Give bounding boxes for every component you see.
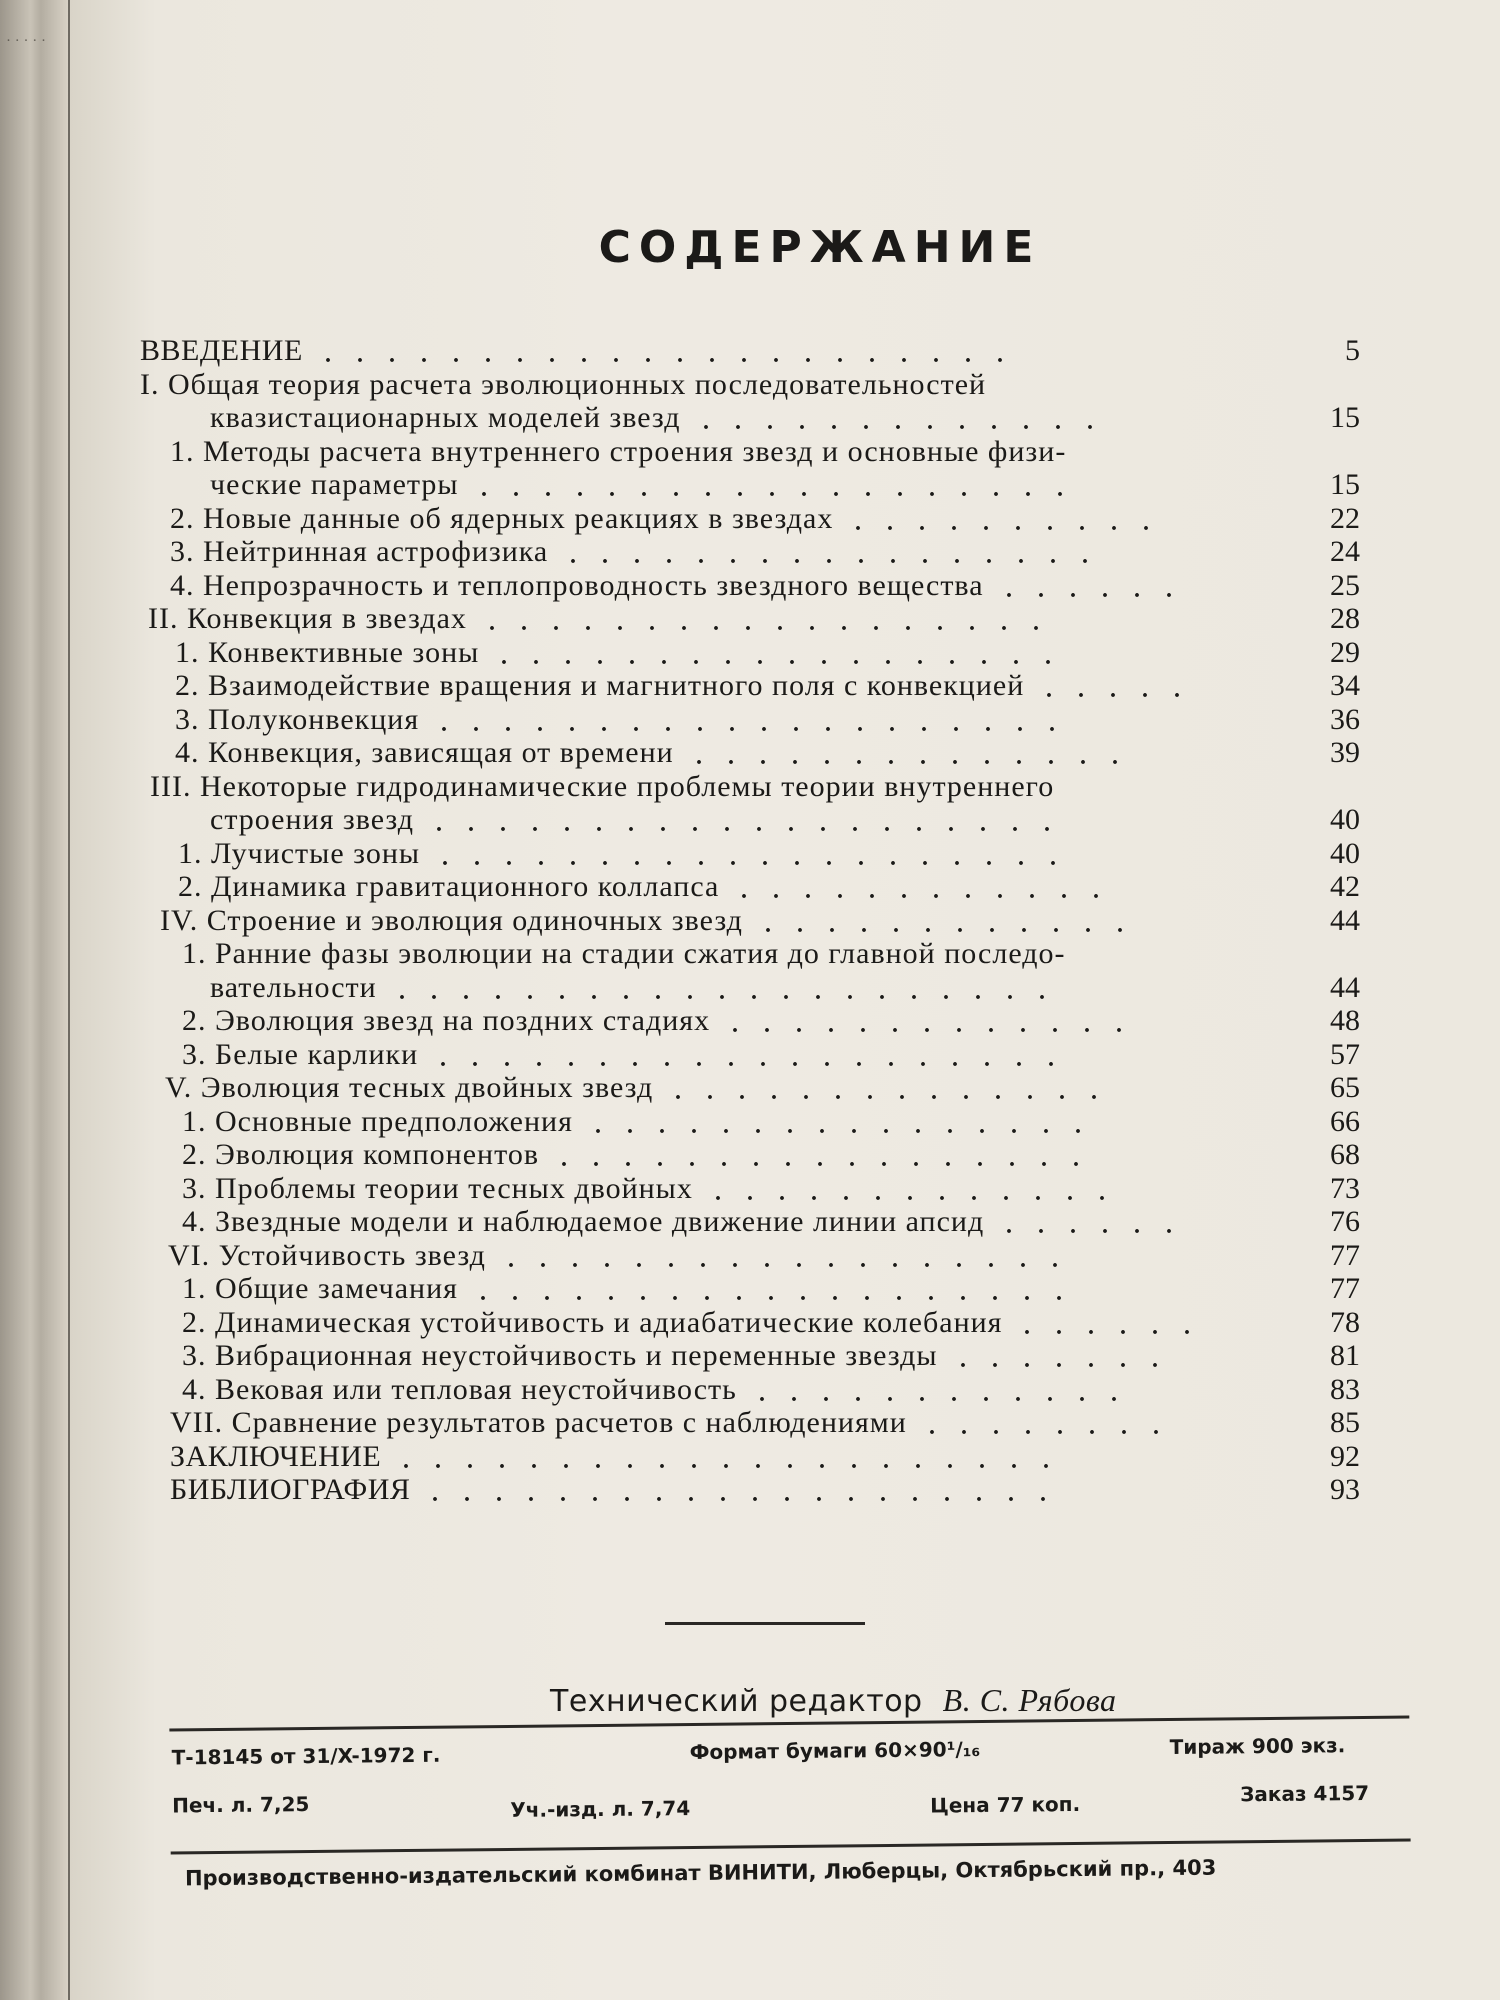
toc-leader-dots: .................... (440, 1045, 1080, 1072)
toc-entry-label: ВВЕДЕНИЕ (140, 334, 303, 367)
toc-leader-dots: ................ (595, 1112, 1107, 1139)
toc-entry-label: 3. Белые карлики (182, 1037, 419, 1071)
toc-entry-page: 65 (1330, 1071, 1360, 1104)
toc-entry-page: 44 (1330, 970, 1360, 1004)
toc-entry-label: квазистационарных моделей звезд (210, 401, 681, 434)
toc-entry (70, 1138, 1500, 1172)
toc-entry (70, 803, 1500, 837)
imprint-price: Цена 77 коп. (930, 1791, 1081, 1818)
binding-edge-text: · · · · · (6, 33, 46, 49)
toc-leader-dots: ........ (929, 1414, 1185, 1440)
toc-entry-page: 81 (1330, 1339, 1360, 1372)
toc-entry-page: 68 (1330, 1138, 1360, 1171)
toc-entry (70, 1239, 1500, 1273)
imprint-publishing-sheets: Уч.-изд. л. 7,74 (510, 1796, 691, 1822)
toc-entry-label: БИБЛИОГРАФИЯ (170, 1473, 411, 1506)
toc-entry (70, 904, 1500, 938)
toc-entry (70, 1339, 1500, 1373)
toc-entry-page: 76 (1330, 1205, 1360, 1238)
toc-entry-page: 22 (1330, 501, 1360, 535)
toc-entry (70, 468, 1500, 502)
toc-entry (70, 1306, 1500, 1340)
imprint-box (169, 1716, 1410, 1855)
toc-entry-label: VII. Сравнение результатов расчетов с наблюдениями (170, 1406, 907, 1439)
toc-entry-label: V. Эволюция тесных двойных звезд (165, 1071, 654, 1104)
toc-entry (70, 1205, 1500, 1239)
toc-leader-dots: ............ (759, 1380, 1143, 1407)
toc-entry-label: 1. Методы расчета внутреннего строения звезд и основные физи- (170, 434, 1067, 468)
toc-entry (70, 736, 1500, 770)
toc-leader-dots: ....... (960, 1347, 1184, 1373)
toc-entry (70, 569, 1500, 603)
imprint-order: Заказ 4157 (1239, 1780, 1370, 1807)
technical-editor-name: В. С. Рябова (942, 1682, 1117, 1718)
toc-entry-label: 1. Лучистые зоны (178, 836, 421, 870)
toc-leader-dots: ............ (741, 878, 1125, 904)
toc-entry-page: 15 (1330, 401, 1360, 434)
toc-entry-page: 83 (1330, 1372, 1360, 1406)
toc-entry-page: 15 (1330, 468, 1360, 501)
toc-leader-dots: ...... (1006, 1213, 1198, 1239)
toc-entry (70, 1172, 1500, 1206)
separator-rule (665, 1622, 865, 1625)
publisher-line: Производственно-издательский комбинат ВИНИТИ, Люберцы, Октябрьский пр., 403 (184, 1855, 1217, 1891)
book-page (70, 0, 1500, 2000)
toc-entry-label: III. Некоторые гидродинамические проблемы теории внутреннего (150, 769, 1055, 803)
page-title: СОДЕРЖАНИЕ (598, 222, 1042, 273)
toc-entry (70, 669, 1500, 703)
toc-entry-page: 29 (1330, 635, 1360, 669)
toc-leader-dots: .................. (489, 610, 1065, 636)
toc-entry-page: 5 (1345, 334, 1360, 367)
toc-entry-label: IV. Строение и эволюция одиночных звезд (160, 903, 743, 937)
toc-entry-label: вательности (210, 970, 377, 1004)
toc-entry (70, 401, 1500, 435)
toc-leader-dots: .................... (432, 1481, 1072, 1507)
toc-entry (70, 937, 1500, 971)
toc-entry-label: I. Общая теория расчета эволюционных последовательностей (140, 367, 987, 401)
toc-entry (70, 1440, 1500, 1474)
toc-entry-page: 36 (1330, 702, 1360, 736)
toc-entry-label: VI. Устойчивость звезд (168, 1238, 486, 1272)
toc-entry-page: 40 (1330, 803, 1360, 836)
toc-leader-dots: .............. (675, 1079, 1123, 1105)
page-binding (0, 0, 70, 2000)
toc-entry-label: II. Конвекция в звездах (148, 602, 467, 635)
toc-entry-label: 2. Новые данные об ядерных реакциях в звездах (170, 501, 834, 535)
toc-entry (70, 636, 1500, 670)
toc-entry-page: 73 (1330, 1171, 1360, 1205)
toc-entry-label: 1. Общие замечания (182, 1272, 458, 1305)
toc-leader-dots: .................... (436, 811, 1076, 837)
technical-editor (550, 1682, 1117, 1719)
toc-entry (70, 602, 1500, 636)
toc-entry-label: 3. Полуконвекция (175, 702, 420, 736)
toc-entry-page: 77 (1330, 1272, 1360, 1305)
toc-entry-page: 25 (1330, 568, 1360, 602)
toc-entry-label: 3. Вибрационная неустойчивость и переменные звезды (182, 1339, 938, 1372)
toc-leader-dots: ..... (1046, 677, 1206, 703)
toc-entry (70, 368, 1500, 402)
imprint-order-ref: Т-18145 от 31/X-1972 г. (171, 1742, 441, 1770)
toc-entry-label: 4. Звездные модели и наблюдаемое движение линии апсид (182, 1205, 985, 1238)
toc-leader-dots: .............. (696, 744, 1144, 770)
toc-entry (70, 703, 1500, 737)
toc-entry-label: 4. Непрозрачность и теплопроводность звездного вещества (170, 568, 984, 602)
toc-entry-page: 44 (1330, 903, 1360, 937)
toc-entry (70, 435, 1500, 469)
toc-entry (70, 334, 1500, 368)
toc-entry (70, 1004, 1500, 1038)
toc-entry-page: 85 (1330, 1406, 1360, 1439)
toc-leader-dots: .................... (441, 710, 1081, 737)
toc-leader-dots: .................. (501, 643, 1077, 670)
toc-entry-label: 2. Динамическая устойчивость и адиабатические колебания (182, 1305, 1003, 1339)
toc-entry-label: ЗАКЛЮЧЕНИЕ (170, 1439, 382, 1473)
toc-entry-label: 2. Эволюция звезд на поздних стадиях (182, 1004, 711, 1037)
toc-entry-label: строения звезд (210, 803, 414, 836)
toc-entry-page: 92 (1330, 1439, 1360, 1473)
toc-leader-dots: ............. (715, 1179, 1131, 1206)
toc-entry-page: 78 (1330, 1305, 1360, 1339)
toc-leader-dots: ............ (765, 911, 1149, 938)
toc-entry-label: 1. Ранние фазы эволюции на стадии сжатия до главной последо- (182, 937, 1066, 970)
toc-entry-page: 28 (1330, 602, 1360, 635)
toc-entry (70, 1272, 1500, 1306)
technical-editor-label: Технический редактор (550, 1684, 923, 1719)
toc-entry (70, 837, 1500, 871)
toc-entry-label: 4. Конвекция, зависящая от времени (175, 736, 674, 769)
toc-entry-label: 1. Основные предположения (182, 1104, 573, 1138)
imprint-print-run: Тираж 900 экз. (1169, 1733, 1346, 1760)
toc-leader-dots: .................. (508, 1246, 1084, 1273)
toc-entry-label: 2. Эволюция компонентов (182, 1138, 539, 1171)
toc-entry (70, 1373, 1500, 1407)
toc-leader-dots: .......... (855, 509, 1175, 536)
toc-entry-page: 66 (1330, 1104, 1360, 1138)
toc-entry (70, 1406, 1500, 1440)
toc-entry (70, 1105, 1500, 1139)
toc-entry (70, 535, 1500, 569)
toc-entry (70, 502, 1500, 536)
toc-leader-dots: ...... (1006, 576, 1198, 603)
toc-entry-label: 3. Проблемы теории тесных двойных (182, 1171, 693, 1205)
toc-entry-label: 2. Динамика гравитационного коллапса (178, 870, 720, 903)
toc-leader-dots: ...... (1024, 1313, 1216, 1340)
toc-leader-dots: ................... (481, 476, 1089, 502)
toc-leader-dots: ................. (570, 543, 1114, 569)
toc-entry (70, 770, 1500, 804)
toc-leader-dots: ...................... (325, 342, 1029, 368)
toc-entry (70, 1038, 1500, 1072)
toc-entry-page: 39 (1330, 736, 1360, 769)
toc-entry-page: 40 (1330, 836, 1360, 870)
toc-entry-page: 57 (1330, 1037, 1360, 1071)
toc-entry (70, 1071, 1500, 1105)
toc-entry-label: ческие параметры (210, 468, 459, 501)
toc-entry-page: 42 (1330, 870, 1360, 903)
toc-leader-dots: ..................... (403, 1447, 1075, 1474)
toc-entry (70, 1473, 1500, 1507)
toc-entry-label: 3. Нейтринная астрофизика (170, 535, 549, 568)
toc-entry-page: 77 (1330, 1238, 1360, 1272)
toc-leader-dots: ................... (480, 1280, 1088, 1306)
toc-leader-dots: ............. (732, 1012, 1148, 1038)
toc-leader-dots: ..................... (399, 978, 1071, 1005)
toc-leader-dots: ................. (561, 1146, 1105, 1172)
toc-entry-label: 2. Взаимодействие вращения и магнитного поля с конвекцией (175, 669, 1025, 702)
toc-entry (70, 870, 1500, 904)
toc-leader-dots: .................... (442, 844, 1082, 871)
toc-entry-page: 34 (1330, 669, 1360, 702)
toc-entry-page: 48 (1330, 1004, 1360, 1037)
toc-entry-page: 24 (1330, 535, 1360, 568)
imprint-printed-sheets: Печ. л. 7,25 (172, 1792, 310, 1818)
toc-entry-label: 4. Вековая или тепловая неустойчивость (182, 1372, 737, 1406)
toc-entry-page: 93 (1330, 1473, 1360, 1506)
toc-entry (70, 971, 1500, 1005)
toc-leader-dots: ............. (703, 409, 1119, 435)
toc-entry-label: 1. Конвективные зоны (175, 635, 480, 669)
imprint-format: Формат бумаги 60×90¹/₁₆ (689, 1737, 981, 1765)
